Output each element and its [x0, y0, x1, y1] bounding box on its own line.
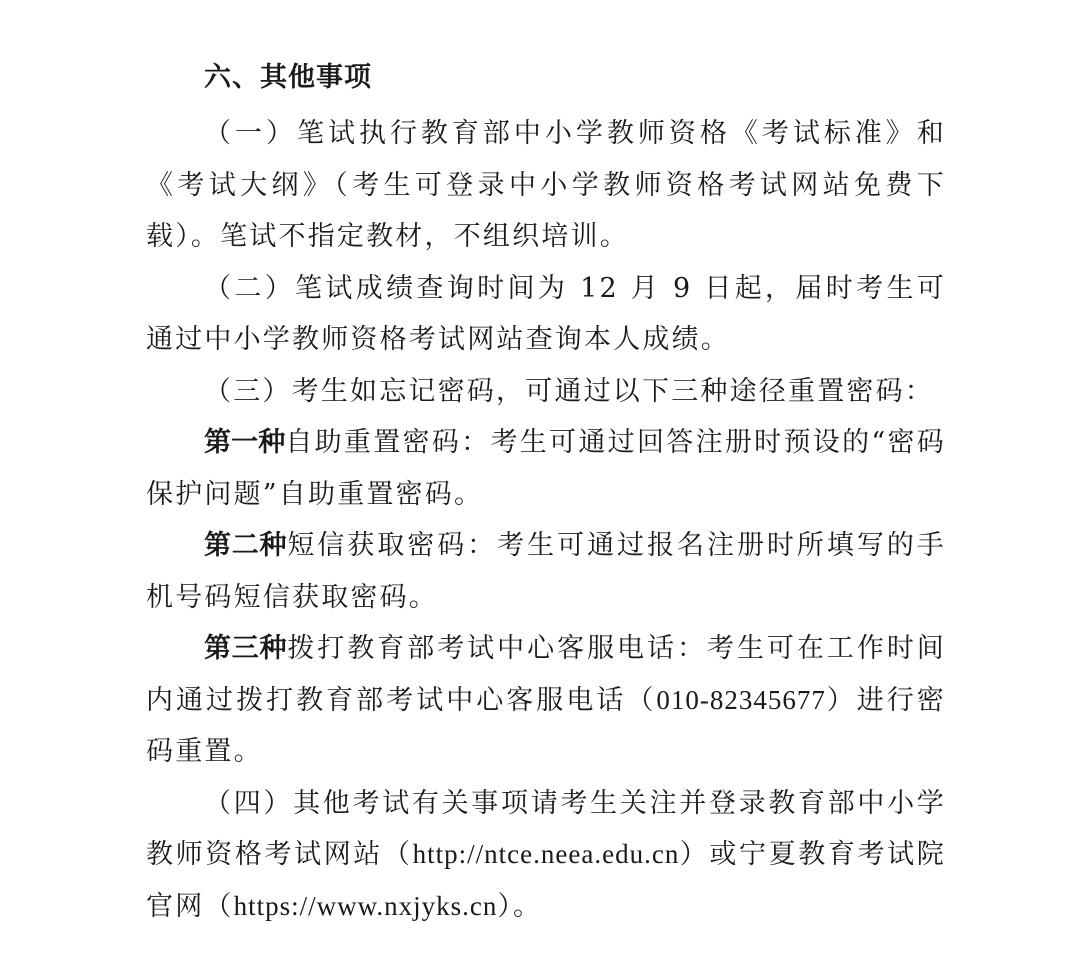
paragraph-item-4 [146, 778, 946, 933]
paragraph-item-3: （三）考生如忘记密码，可通过以下三种途径重置密码： [204, 375, 934, 407]
reset-method-2-label: 第二种 [204, 530, 288, 561]
section-heading: 六、其他事项 [204, 62, 372, 93]
reset-method-3 [146, 623, 946, 778]
item-4-text-start: （四）其他考试有关事项请考生关注并登录教育部中小学教师资格考试网站（ [146, 787, 946, 870]
reset-method-2-text: 短信获取密码：考生可通过报名注册时所填写的手机号码短信获取密码。 [146, 530, 946, 613]
support-phone-number: 010-82345677 [656, 684, 826, 715]
reset-method-3-label: 第三种 [204, 633, 288, 664]
reset-method-1-label: 第一种 [204, 427, 286, 458]
reset-method-1-text: 自助重置密码：考生可通过回答注册时预设的“密码保护问题”自助重置密码。 [146, 427, 946, 510]
ntce-website-link[interactable]: http://ntce.neea.edu.cn [412, 839, 680, 869]
paragraph-item-1: （一）笔试执行教育部中小学教师资格《考试标准》和《考试大纲》（考生可登录中小学教师资格考试网站免费下载）。笔试不指定教材，不组织培训。 [146, 118, 946, 252]
reset-method-3-text-end: ）进行密码重置。 [146, 684, 946, 767]
item-4-text-middle: ）或宁夏教育考试院官网（ [146, 839, 946, 922]
nxjyks-website-link[interactable]: https://www.nxjyks.cn [233, 890, 498, 921]
paragraph-item-2: （二）笔试成绩查询时间为 12 月 9 日起，届时考生可通过中小学教师资格考试网站查询本人成绩。 [146, 272, 946, 355]
item-4-text-end: ）。 [497, 890, 543, 922]
reset-method-3-text: 拨打教育部考试中心客服电话：考生可在工作时间内通过拨打教育部考试中心客服电话（ [146, 633, 946, 716]
reset-method-1 [146, 417, 946, 520]
document-body [146, 58, 946, 932]
reset-method-2 [146, 520, 946, 623]
